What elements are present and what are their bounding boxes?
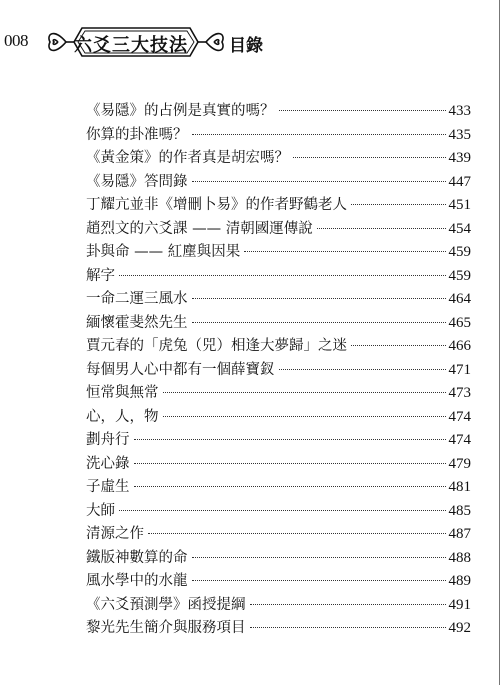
toc-entry (86, 452, 471, 476)
toc-entry (86, 593, 471, 617)
toc-entry-title: 洗心錄 (86, 455, 130, 472)
dot-leader (163, 416, 446, 417)
toc-entry-title: 每個男人心中都有一個薛寶釵 (86, 361, 275, 378)
toc-entry-title: 賈元春的「虎兔（兕）相逢大夢歸」之迷 (86, 338, 347, 354)
toc-entry (86, 616, 471, 640)
dot-leader (244, 251, 445, 252)
dot-leader (163, 392, 446, 393)
toc-entry (86, 240, 471, 264)
toc-entry-page: 433 (448, 103, 471, 119)
dot-leader (192, 298, 446, 299)
dot-leader (192, 134, 446, 135)
toc-entry-title: 劃舟行 (86, 432, 130, 448)
page-edge-line (499, 0, 500, 685)
toc-entry-title: 鐵版神數算的命 (86, 549, 188, 566)
toc-entry-page: 491 (448, 596, 471, 613)
dot-leader (148, 533, 446, 534)
toc-entry-page: 473 (448, 385, 471, 401)
section-label: 目錄 (229, 36, 263, 56)
toc-entry-title: 大師 (86, 502, 115, 519)
toc-entry-page: 451 (448, 197, 471, 213)
toc-entry-page: 465 (448, 314, 471, 331)
toc-entry-title: 風水學中的水龍 (86, 573, 188, 589)
toc-entry (86, 475, 471, 499)
dot-leader (134, 439, 446, 440)
dot-leader (250, 627, 446, 628)
toc-entry-title: 子虛生 (86, 479, 130, 495)
toc-entry (86, 311, 471, 335)
toc-entry-title: 你算的卦准嗎？ (86, 126, 188, 143)
toc-entry-page: 489 (448, 573, 471, 589)
dot-leader (134, 463, 446, 464)
dot-leader (192, 181, 446, 182)
toc-entry-page: 459 (448, 244, 471, 260)
toc-entry (86, 522, 471, 546)
toc-entry (86, 405, 471, 429)
toc-entry-page: 459 (448, 267, 471, 284)
toc-entry-title: 丁耀亢並非《增刪卜易》的作者野鶴老人 (86, 197, 347, 213)
toc-entry (86, 99, 471, 123)
toc-entry-title: 卦與命 —— 紅塵與因果 (86, 244, 241, 260)
toc-entry-page: 454 (448, 220, 471, 237)
toc-entry-page: 479 (448, 455, 471, 472)
dot-leader (293, 157, 446, 158)
dot-leader (351, 204, 446, 205)
toc-entry (86, 381, 471, 405)
toc-entry-page: 481 (448, 479, 471, 495)
dot-leader (279, 369, 446, 370)
toc-entry (86, 146, 471, 170)
dot-leader (119, 510, 446, 511)
dot-leader (317, 228, 446, 229)
toc-entry-page: 435 (448, 126, 471, 143)
toc-entry-page: 474 (448, 432, 471, 448)
toc-entry-title: 一命二運三風水 (86, 291, 188, 307)
toc-entry-title: 解字 (86, 267, 115, 284)
toc-entry-page: 471 (448, 361, 471, 378)
toc-entry-title: 《易隱》答問錄 (86, 173, 188, 190)
toc-entry-title: 緬懷霍斐然先生 (86, 314, 188, 331)
dot-leader (134, 486, 446, 487)
toc-entry-title: 心，人，物 (86, 408, 159, 425)
dot-leader (250, 604, 446, 605)
toc-entry-title: 《易隱》的占例是真實的嗎？ (86, 103, 275, 119)
dot-leader (192, 557, 446, 558)
toc-entry-title: 清源之作 (86, 526, 144, 542)
toc-entry (86, 193, 471, 217)
toc-entry (86, 569, 471, 593)
toc-entry-title: 《六爻預測學》函授提綱 (86, 596, 246, 613)
toc-entry-page: 474 (448, 408, 471, 425)
toc-entry-page: 492 (448, 620, 471, 636)
toc-entry (86, 358, 471, 382)
toc-entry (86, 170, 471, 194)
toc-entry (86, 287, 471, 311)
toc-entry-page: 464 (448, 291, 471, 307)
toc-entry-page: 487 (448, 526, 471, 542)
toc-entry (86, 217, 471, 241)
book-title: 六爻三大技法 (74, 35, 188, 56)
toc-entry (86, 264, 471, 288)
toc-entry-page: 466 (448, 338, 471, 354)
toc-entry-title: 《黃金策》的作者真是胡宏嗎？ (86, 150, 289, 166)
toc-entry (86, 334, 471, 358)
toc-entry (86, 428, 471, 452)
table-of-contents (86, 99, 471, 640)
toc-entry-page: 488 (448, 549, 471, 566)
toc-entry-page: 447 (448, 173, 471, 190)
page-number: 008 (4, 31, 28, 50)
toc-entry-page: 439 (448, 150, 471, 166)
dot-leader (192, 322, 446, 323)
toc-entry (86, 123, 471, 147)
dot-leader (119, 275, 446, 276)
toc-entry-page: 485 (448, 502, 471, 519)
dot-leader (279, 110, 446, 111)
toc-entry (86, 546, 471, 570)
toc-entry-title: 黎光先生簡介與服務項目 (86, 620, 246, 636)
toc-entry (86, 499, 471, 523)
toc-entry-title: 恒常與無常 (86, 385, 159, 401)
dot-leader (192, 580, 446, 581)
dot-leader (351, 345, 446, 346)
toc-entry-title: 趙烈文的六爻課 —— 清朝國運傳說 (86, 220, 313, 237)
